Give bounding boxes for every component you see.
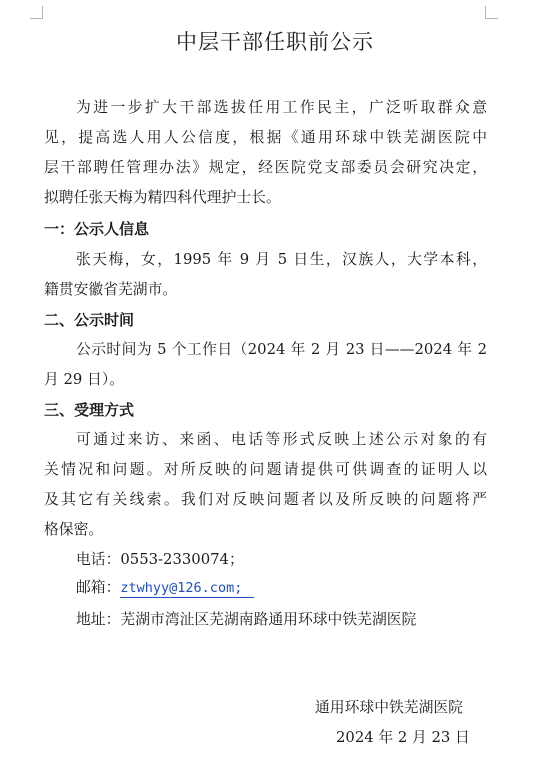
section-heading-feedback-methods: 三、受理方式 [44, 401, 135, 419]
section-heading-announcement-period: 二、公示时间 [44, 311, 135, 329]
signature-date: 2024 年 2 月 23 日 [336, 729, 470, 746]
feedback-methods-line-3: 及其它有关线索。我们对反映问题者以及所反映的问题将严 [44, 491, 487, 508]
announcement-period-line-1: 公示时间为 5 个工作日（2024 年 2 月 23 日——2024 年 2 [76, 341, 487, 358]
contact-email-row [76, 578, 254, 598]
intro-line-3: 层干部聘任管理办法》规定，经医院党支部委员会研究决定， [44, 159, 487, 176]
page-title: 中层干部任职前公示 [176, 30, 374, 54]
page-corner-mark-top-left [30, 6, 43, 19]
intro-line-2: 见，提高选人用人公信度，根据《通用环球中铁芜湖医院中 [44, 129, 487, 146]
contact-email-link-underline[interactable] [120, 579, 254, 598]
intro-line-4: 拟聘任张天梅为精四科代理护士长。 [44, 189, 281, 206]
page-corner-mark-top-right [485, 6, 498, 19]
feedback-methods-line-2: 关情况和问题。对所反映的问题请提供可供调查的证明人以 [44, 461, 487, 478]
contact-email-link[interactable]: ztwhyy@126.com; [120, 580, 243, 596]
feedback-methods-line-1: 可通过来访、来函、电话等形式反映上述公示对象的有 [76, 431, 487, 448]
signature-organization: 通用环球中铁芜湖医院 [315, 699, 463, 716]
feedback-methods-line-4: 格保密。 [44, 521, 104, 538]
contact-email-label: 邮箱： [76, 579, 121, 596]
announcee-info-line-1: 张天梅，女，1995 年 9 月 5 日生，汉族人，大学本科， [76, 251, 487, 268]
section-heading-announcee-info: 一：公示人信息 [44, 220, 150, 238]
announcee-info-line-2: 籍贯安徽省芜湖市。 [44, 281, 178, 298]
contact-address: 地址：芜湖市湾沚区芜湖南路通用环球中铁芜湖医院 [76, 611, 417, 628]
contact-phone: 电话：0553-2330074； [76, 551, 244, 568]
intro-line-1: 为进一步扩大干部选拔任用工作民主，广泛听取群众意 [76, 99, 487, 116]
announcement-period-line-2: 月 29 日）。 [44, 371, 125, 388]
